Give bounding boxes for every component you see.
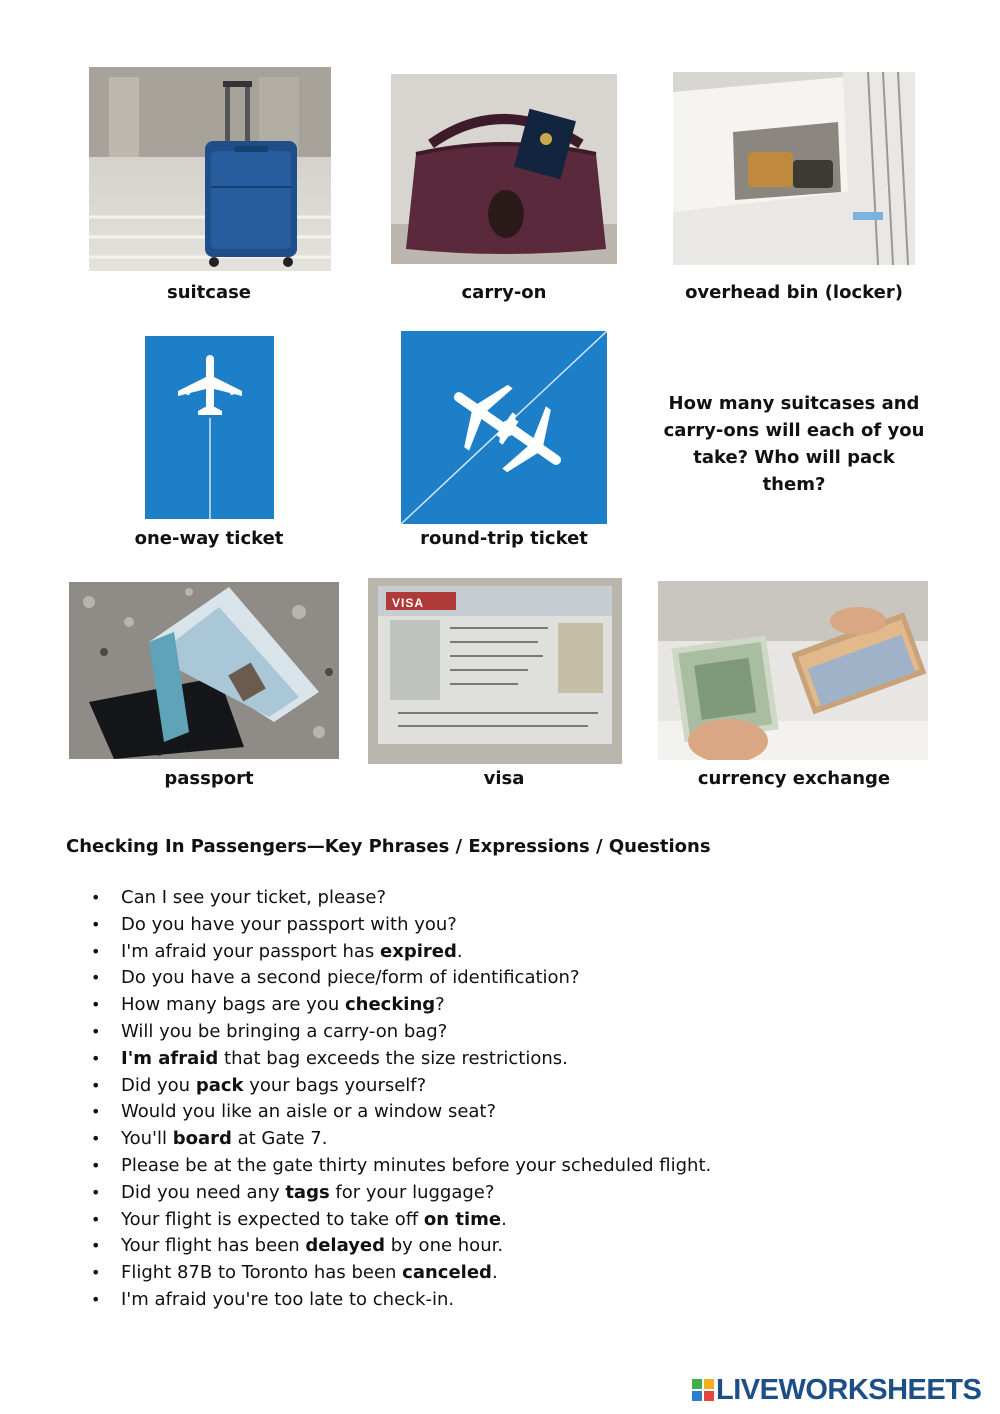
round-trip-ticket-image: [401, 331, 607, 524]
logo-text: LIVEWORKSHEETS: [716, 1373, 982, 1406]
one-way-ticket-image: [145, 336, 274, 519]
one-way-ticket-caption: one-way ticket: [134, 528, 284, 549]
passport-image: [69, 582, 339, 759]
suitcase-caption: suitcase: [166, 282, 252, 303]
carry-on-caption: carry-on: [461, 282, 547, 303]
handbag-icon: [391, 74, 617, 264]
list-item: • How many bags are you checking?: [121, 992, 921, 1019]
overhead-bin-icon: [673, 72, 915, 265]
phrase-list: [66, 885, 921, 1314]
list-item: • I'm afraid you're too late to check-in.: [121, 1287, 921, 1314]
round-trip-ticket-caption: round-trip ticket: [420, 528, 588, 549]
passport-icon: [69, 582, 339, 759]
list-item: • Can I see your ticket, please?: [121, 885, 921, 912]
list-item: • Please be at the gate thirty minutes before your scheduled flight.: [121, 1153, 921, 1180]
list-item: • I'm afraid your passport has expired.: [121, 939, 921, 966]
currency-exchange-caption: currency exchange: [697, 768, 891, 789]
visa-image: [368, 578, 622, 764]
currency-exchange-image: [658, 581, 928, 760]
list-item: • Your flight has been delayed by one hour.: [121, 1233, 921, 1260]
plane-icon: [145, 336, 274, 519]
list-item: • Would you like an aisle or a window seat?: [121, 1099, 921, 1126]
list-item: • Will you be bringing a carry-on bag?: [121, 1019, 921, 1046]
list-item: • Do you have a second piece/form of identification?: [121, 965, 921, 992]
suitcase-image: [89, 67, 331, 271]
suitcase-icon: [89, 67, 331, 271]
visa-caption: visa: [483, 768, 525, 789]
list-item: • Did you pack your bags yourself?: [121, 1073, 921, 1100]
list-item: • I'm afraid that bag exceeds the size restrictions.: [121, 1046, 921, 1073]
overhead-bin-image: [673, 72, 915, 265]
passport-caption: passport: [164, 768, 254, 789]
list-item: • Your flight is expected to take off on time.: [121, 1207, 921, 1234]
carry-on-image: [391, 74, 617, 264]
list-item: • Do you have your passport with you?: [121, 912, 921, 939]
liveworksheets-logo-icon: [692, 1379, 714, 1401]
two-planes-icon: [401, 331, 607, 524]
section-heading: Checking In Passengers—Key Phrases / Expressions / Questions: [66, 836, 711, 857]
liveworksheets-logo[interactable]: [692, 1374, 981, 1406]
visa-stamp-label: VISA: [392, 596, 425, 610]
list-item: • You'll board at Gate 7.: [121, 1126, 921, 1153]
banknotes-icon: [658, 581, 928, 760]
discussion-question: How many suitcases and carry-ons will each of you take? Who will pack them?: [663, 393, 925, 495]
overhead-bin-caption: overhead bin (locker): [685, 282, 903, 303]
list-item: • Did you need any tags for your luggage?: [121, 1180, 921, 1207]
list-item: • Flight 87B to Toronto has been canceled.: [121, 1260, 921, 1287]
